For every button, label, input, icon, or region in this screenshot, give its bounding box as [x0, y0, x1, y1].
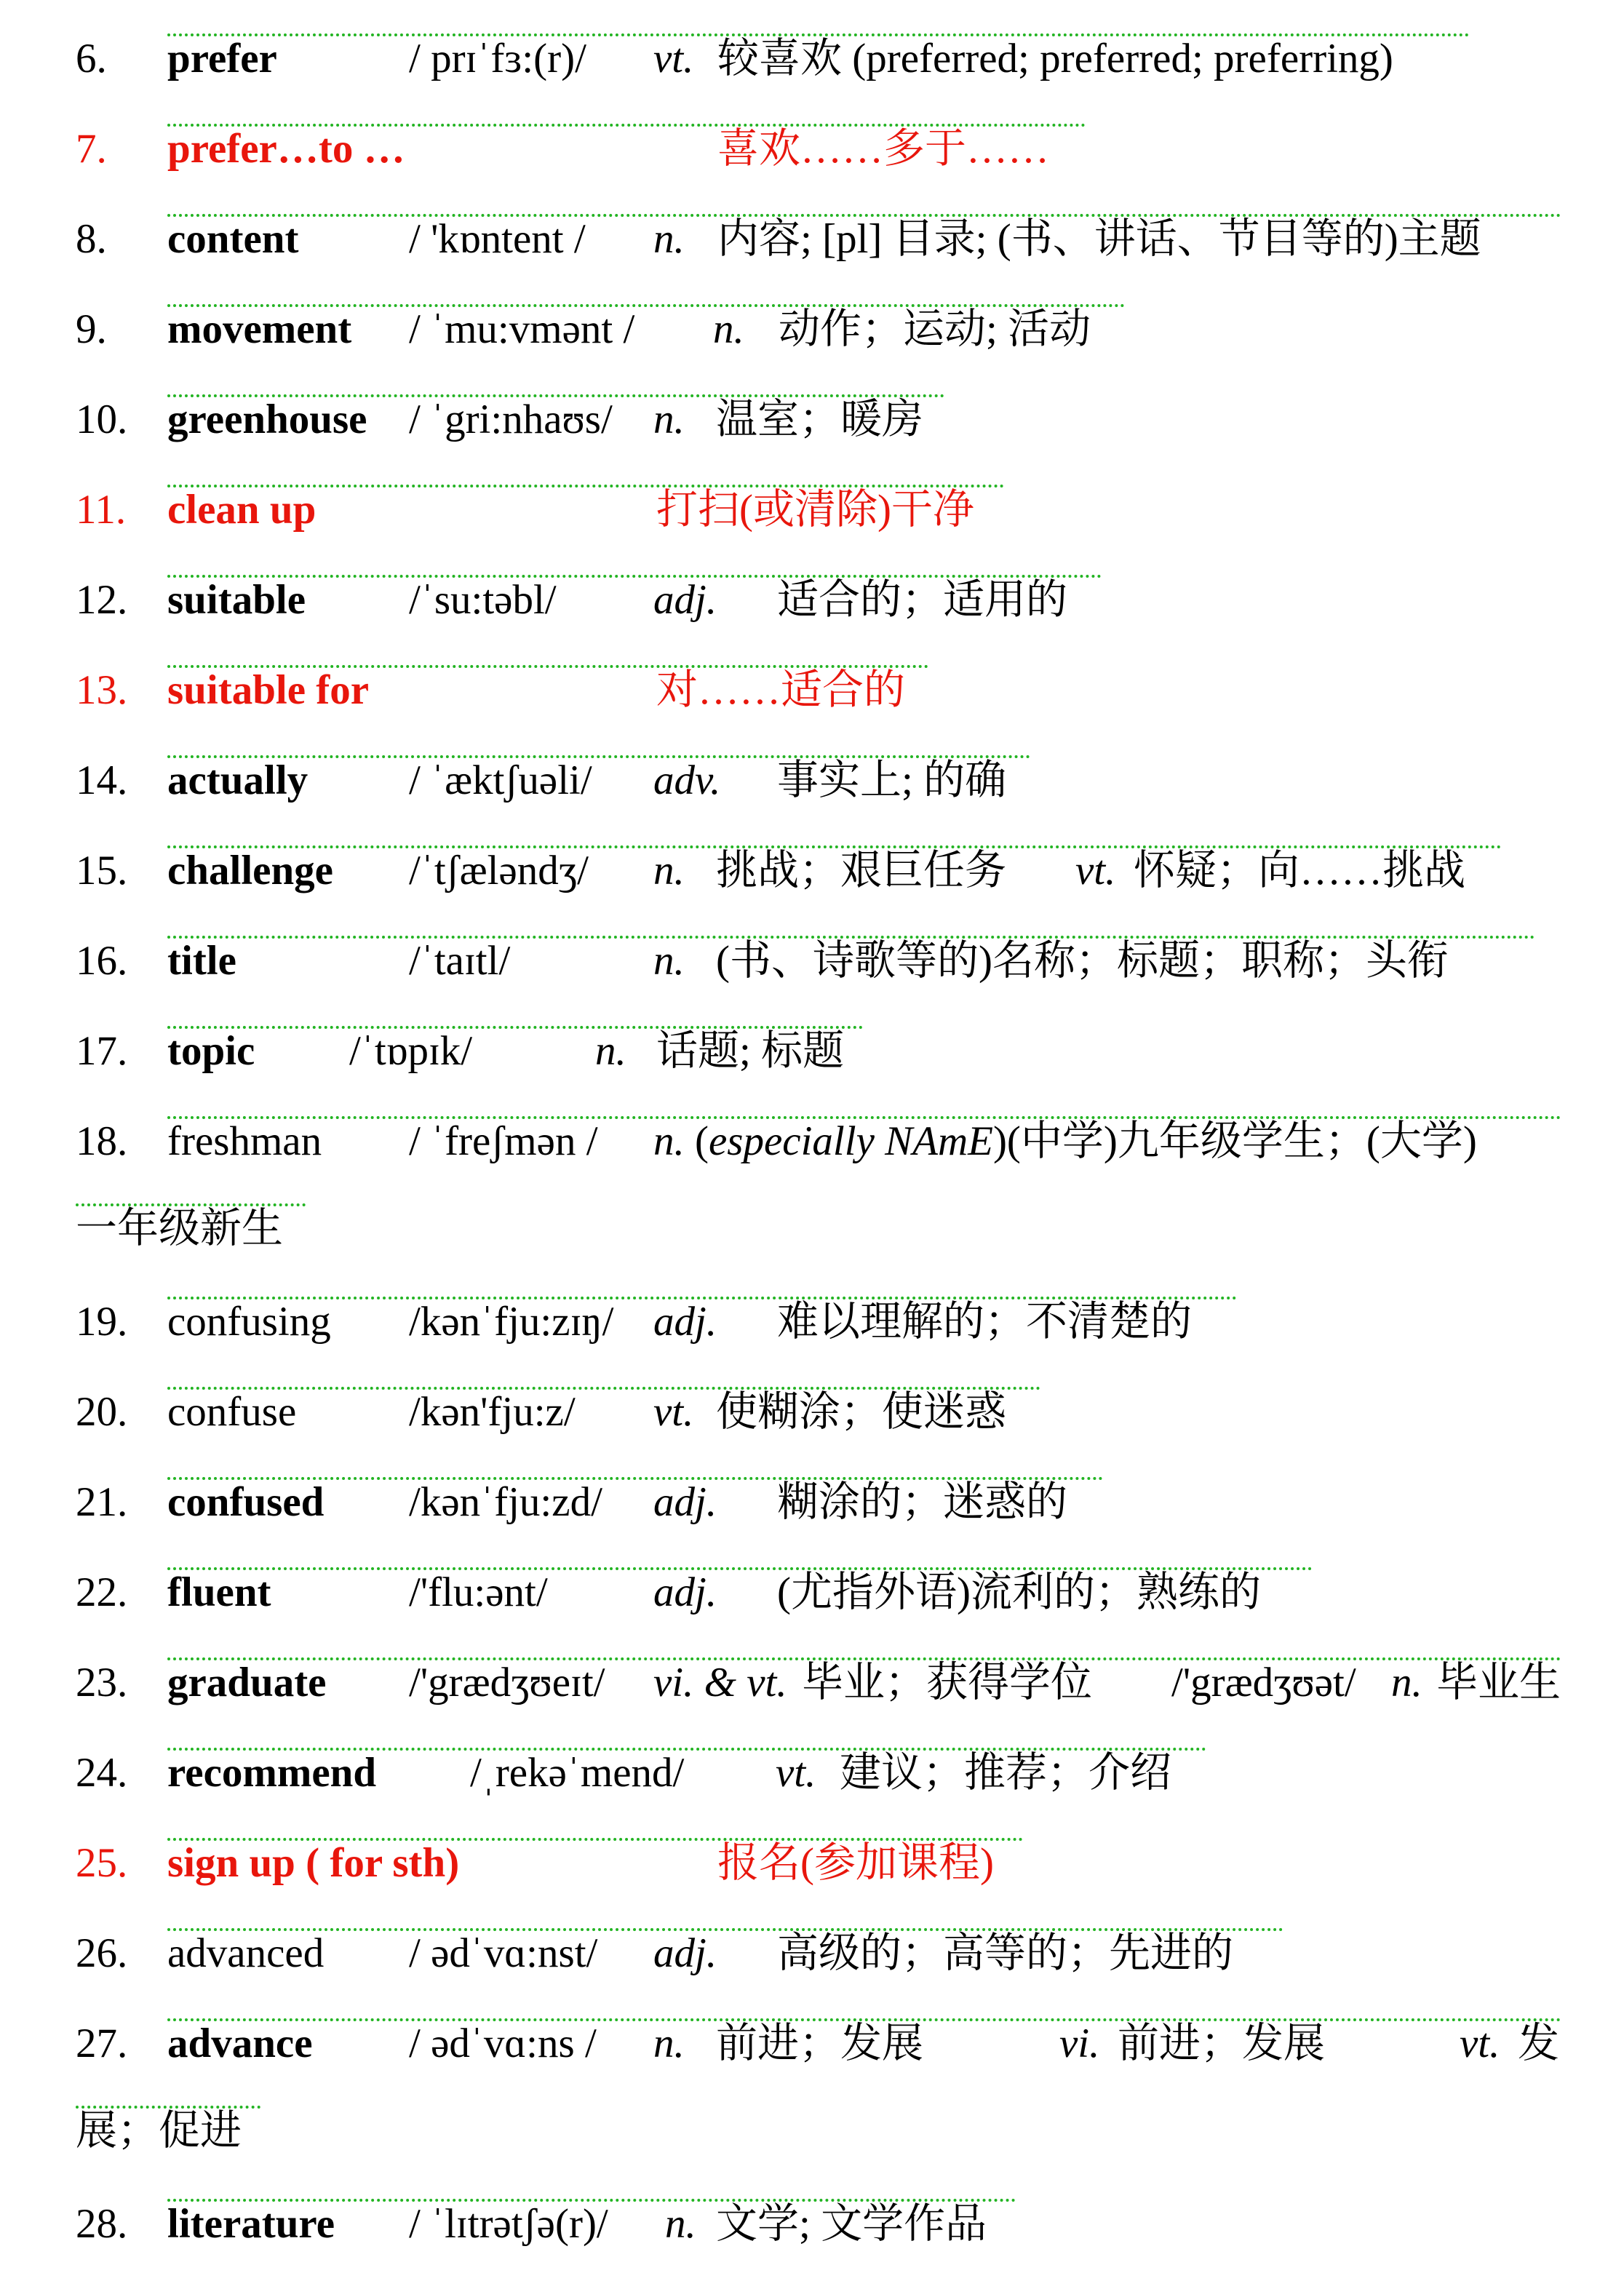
part-of-speech: adj. — [653, 577, 717, 623]
part-of-speech: n. — [653, 1118, 685, 1164]
phonetic: /kənˈfju:zɪŋ/ — [409, 1299, 614, 1345]
vocab-entry — [0, 0, 1624, 90]
part-of-speech: adj. — [653, 1299, 717, 1345]
part-of-speech: adj. — [653, 1479, 717, 1525]
entry-line — [167, 485, 1004, 533]
definition: 适合的；适用的 — [777, 577, 1067, 623]
vocab-entry — [0, 812, 1624, 902]
phonetic: / ˈæktʃuəli/ — [409, 757, 592, 803]
phonetic: /'grædʒʊət/ — [1171, 1660, 1356, 1705]
definition: )(中学)九年级学生；(大学) — [992, 1118, 1477, 1164]
headword: fluent — [167, 1569, 271, 1615]
vocab-entry — [0, 1624, 1624, 1714]
vocab-entry — [0, 451, 1624, 541]
vocab-entry — [0, 541, 1624, 632]
phonetic: / ˈfreʃmən / — [409, 1118, 598, 1164]
vocab-entry — [0, 992, 1624, 1083]
part-of-speech: n. — [653, 2021, 685, 2066]
phonetic: / ədˈvɑ:nst/ — [409, 1930, 598, 1976]
definition: 使糊涂；使迷惑 — [716, 1389, 1006, 1435]
definition: 温室；暖房 — [716, 397, 923, 442]
vocab-entry — [0, 632, 1624, 722]
entry-line — [167, 936, 1535, 984]
definition: 毕业生 — [1436, 1660, 1561, 1705]
definition: (尤指外语)流利的；熟练的 — [777, 1569, 1261, 1615]
vocab-entry — [0, 1534, 1624, 1624]
phonetic: /kən'fju:z/ — [409, 1389, 576, 1435]
definition-continuation: 展；促进 — [76, 2108, 242, 2154]
definition: 前进；发展 — [1118, 2021, 1325, 2066]
definition: 糊涂的；迷惑的 — [777, 1479, 1067, 1525]
entry-line — [167, 2018, 1561, 2066]
part-of-speech: n. — [653, 938, 685, 984]
definition: 打扫(或清除)干净 — [656, 487, 974, 533]
headword: movement — [167, 306, 352, 352]
vocab-entry — [0, 1353, 1624, 1444]
entry-number: 18. — [76, 1118, 128, 1164]
entry-line — [167, 124, 1086, 172]
definition-continuation: 一年级新生 — [76, 1206, 283, 1251]
definition: 动作；运动; 活动 — [779, 306, 1091, 352]
headword: advance — [167, 2021, 313, 2066]
part-of-speech: n. — [653, 397, 685, 442]
definition: 前进；发展 — [716, 2021, 923, 2066]
entry-line — [167, 1297, 1237, 1345]
entry-number: 23. — [76, 1660, 128, 1705]
part-of-speech: n. — [665, 2201, 696, 2247]
phonetic: /kənˈfju:zd/ — [409, 1479, 602, 1525]
entry-line — [167, 1477, 1103, 1525]
vocab-entry — [0, 722, 1624, 812]
entry-line — [167, 304, 1125, 352]
entry-number: 11. — [76, 487, 127, 533]
definition: 毕业；获得学位 — [802, 1660, 1092, 1705]
phonetic: / prɪˈfɜ:(r)/ — [409, 36, 586, 81]
entry-number: 20. — [76, 1389, 128, 1435]
phrase: sign up ( for sth) — [167, 1840, 460, 1886]
definition: 喜欢……多于…… — [717, 126, 1049, 172]
part-of-speech: n. — [595, 1028, 626, 1074]
part-of-speech: vi. & vt. — [653, 1660, 787, 1705]
headword: recommend — [167, 1750, 377, 1796]
entry-number: 21. — [76, 1479, 128, 1525]
phonetic: /'flu:ənt/ — [409, 1569, 548, 1615]
phonetic: /ˈtɒpɪk/ — [349, 1028, 473, 1074]
part-of-speech: vi. — [1059, 2021, 1100, 2066]
entry-line — [167, 1567, 1313, 1615]
vocab-entry — [0, 1444, 1624, 1534]
phrase: prefer…to … — [167, 126, 405, 172]
part-of-speech: adj. — [653, 1930, 717, 1976]
entry-line — [76, 2106, 260, 2154]
entry-number: 27. — [76, 2021, 128, 2066]
vocab-entry-continuation — [0, 2075, 1624, 2165]
definition: 对……适合的 — [656, 667, 905, 713]
definition: 较喜欢 (preferred; preferred; preferring) — [717, 36, 1393, 81]
headword: confused — [167, 1479, 325, 1525]
definition: 发 — [1518, 2021, 1559, 2066]
phonetic: / ədˈvɑ:ns / — [409, 2021, 597, 2066]
definition: 挑战；艰巨任务 — [716, 848, 1006, 893]
entry-line — [167, 1657, 1561, 1705]
entry-number: 22. — [76, 1569, 128, 1615]
phonetic: /ˈtaɪtl/ — [409, 938, 511, 984]
phonetic: /ˈtʃæləndʒ/ — [409, 848, 589, 893]
vocab-entry — [0, 271, 1624, 361]
definition-line — [653, 1116, 1477, 1167]
vocab-entry — [0, 2165, 1624, 2256]
phonetic: /'grædʒʊeɪt/ — [409, 1660, 605, 1705]
entry-number: 7. — [76, 126, 107, 172]
headword: suitable — [167, 577, 306, 623]
definition: 事实上; 的确 — [777, 757, 1007, 803]
definition: (书、诗歌等的)名称；标题；职称；头衔 — [716, 938, 1449, 984]
phonetic: /ˌrekəˈmend/ — [470, 1750, 685, 1796]
definition: 报名(参加课程) — [717, 1840, 994, 1886]
entry-line — [167, 33, 1470, 81]
vocab-entry — [0, 1263, 1624, 1353]
vocab-entry — [0, 1714, 1624, 1804]
entry-number: 28. — [76, 2201, 128, 2247]
vocab-entry — [0, 180, 1624, 271]
phrase: suitable for — [167, 667, 370, 713]
entry-number: 14. — [76, 757, 128, 803]
headword: confusing — [167, 1299, 331, 1345]
part-of-speech: n. — [1391, 1660, 1422, 1705]
definition: 高级的；高等的；先进的 — [777, 1930, 1233, 1976]
entry-number: 26. — [76, 1930, 128, 1976]
entry-line — [76, 1203, 306, 1251]
headword: actually — [167, 757, 309, 803]
headword: prefer — [167, 36, 277, 81]
entry-number: 13. — [76, 667, 128, 713]
entry-line — [167, 394, 944, 442]
part-of-speech: adv. — [653, 757, 721, 803]
vocab-entry — [0, 361, 1624, 451]
entry-number: 16. — [76, 938, 128, 984]
entry-number: 10. — [76, 397, 128, 442]
vocab-entry — [0, 902, 1624, 992]
phonetic: / ˈmu:vmənt / — [409, 306, 635, 352]
definition: 怀疑；向……挑战 — [1134, 848, 1465, 893]
phonetic: / 'kɒntent / — [409, 216, 586, 262]
entry-line — [167, 1116, 1561, 1164]
headword: greenhouse — [167, 397, 367, 442]
vocab-entry — [0, 1895, 1624, 1985]
definition: 难以理解的；不清楚的 — [777, 1299, 1192, 1345]
part-of-speech: vt. — [653, 36, 694, 81]
vocab-entry — [0, 1083, 1624, 1173]
entry-line — [167, 845, 1502, 893]
headword: advanced — [167, 1930, 325, 1976]
definition: 建议；推荐；介绍 — [840, 1750, 1171, 1796]
headword: confuse — [167, 1389, 297, 1435]
phonetic: / ˈlɪtrətʃə(r)/ — [409, 2201, 608, 2247]
usage-label: especially NAmE — [708, 1118, 993, 1164]
headword: title — [167, 938, 236, 984]
phonetic: /ˈsu:təbl/ — [409, 577, 557, 623]
vocab-entry — [0, 90, 1624, 180]
entry-number: 25. — [76, 1840, 128, 1886]
part-of-speech: n. — [713, 306, 744, 352]
entry-number: 24. — [76, 1750, 128, 1796]
vocab-entry-continuation — [0, 1173, 1624, 1263]
entry-number: 6. — [76, 36, 107, 81]
entry-number: 17. — [76, 1028, 128, 1074]
definition-open: ( — [695, 1118, 709, 1164]
part-of-speech: n. — [653, 216, 685, 262]
part-of-speech: vt. — [653, 1389, 694, 1435]
phrase: clean up — [167, 487, 317, 533]
part-of-speech: vt. — [1460, 2021, 1500, 2066]
headword: freshman — [167, 1118, 322, 1164]
entry-number: 15. — [76, 848, 128, 893]
headword: content — [167, 216, 299, 262]
entry-line — [167, 665, 928, 713]
part-of-speech: vt. — [1075, 848, 1116, 893]
entry-number: 8. — [76, 216, 107, 262]
headword: challenge — [167, 848, 333, 893]
entry-line — [167, 214, 1561, 262]
definition: 文学; 文学作品 — [716, 2201, 987, 2247]
entry-line — [167, 1748, 1206, 1796]
entry-number: 9. — [76, 306, 107, 352]
vocab-entry — [0, 1804, 1624, 1895]
entry-line — [167, 1838, 1023, 1886]
phonetic: / ˈgri:nhaʊs/ — [409, 397, 613, 442]
entry-line — [167, 575, 1102, 623]
entry-number: 19. — [76, 1299, 128, 1345]
part-of-speech: vt. — [776, 1750, 816, 1796]
vocab-entry — [0, 1985, 1624, 2075]
part-of-speech: n. — [653, 848, 685, 893]
headword: topic — [167, 1028, 255, 1074]
headword: graduate — [167, 1660, 327, 1705]
part-of-speech: adj. — [653, 1569, 717, 1615]
entry-line — [167, 755, 1030, 803]
definition: 话题; 标题 — [656, 1028, 845, 1074]
entry-line — [167, 2199, 1016, 2247]
entry-line — [167, 1026, 863, 1074]
headword: literature — [167, 2201, 335, 2247]
entry-line — [167, 1928, 1283, 1976]
entry-line — [167, 1387, 1040, 1435]
definition: 内容; [pl] 目录; (书、讲话、节目等的)主题 — [717, 216, 1481, 262]
entry-number: 12. — [76, 577, 128, 623]
